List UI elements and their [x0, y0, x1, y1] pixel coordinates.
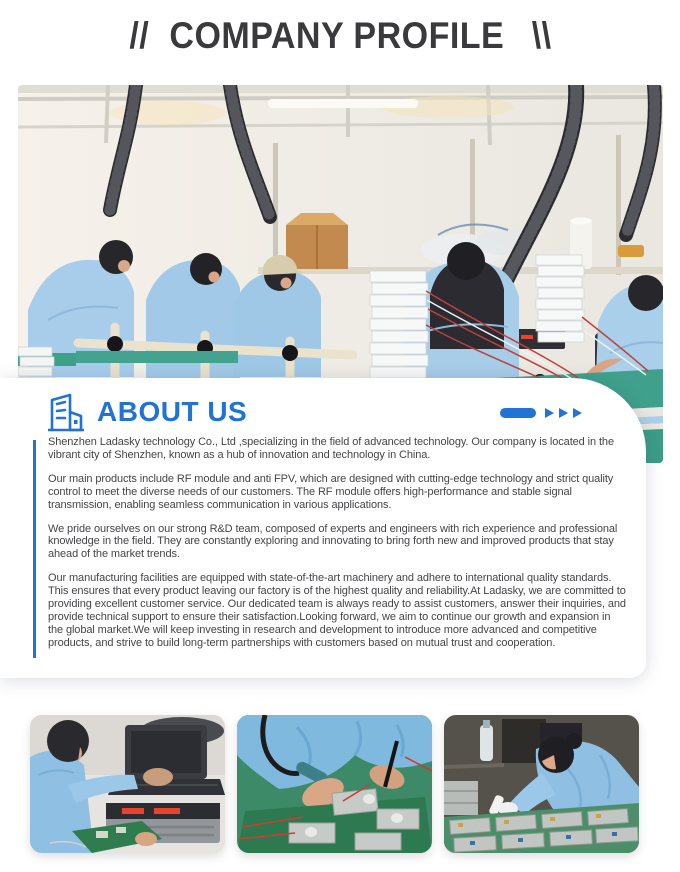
about-paragraph-4: Our manufacturing facilities are equipped with state-of-the-art machinery and adhere to international quality standards. This ensures that every product leaving our factory is of the highest quality and reliability.At Ladasky, we are committed to providing excellent customer service. Our dedicated team is always ready to assist customers, answer their inquiries, and provide technical support to ensure their satisfaction.Looking forward, we aim to continue our growth and expansion in the global market.We will keep investing in research and development to introduce more advanced and competitive products, and strive to build long-term partnerships with customers based on mutual trust and cooperation. — [48, 572, 626, 649]
about-us-card — [0, 378, 646, 678]
title-slashes-left: // — [128, 15, 149, 56]
arrow-icon — [545, 408, 554, 418]
about-section-title: ABOUT US — [97, 396, 248, 427]
page-header — [0, 10, 680, 62]
about-paragraph-1: Shenzhen Ladasky technology Co., Ltd ,specializing in the field of advanced technology. Our company is located in the vibrant city of Shenzhen, known as a hub of innovation and technology in China. — [48, 436, 614, 461]
about-paragraph-2: Our main products include RF module and anti FPV, which are designed with cutting-edge technology and strict quality control to meet the diverse needs of our customers. The RF module offers high-performance and stable signal transmission, enabling seamless communication in various applications. — [48, 472, 614, 511]
gallery-photo-inspection — [444, 715, 639, 853]
title-slashes-right: \\ — [531, 15, 552, 56]
about-paragraph-3: We pride ourselves on our strong R&D team, composed of experts and engineers with rich experience and professional knowledge in the field. They are constantly exploring and innovating to bring forth new and improved products that stay ahead of the market trends. — [48, 522, 618, 561]
pill-icon — [500, 408, 536, 418]
photo-gallery — [30, 715, 639, 853]
arrow-icon — [573, 408, 582, 418]
gallery-photo-soldering — [237, 715, 432, 853]
accent-rule — [33, 440, 36, 658]
gallery-photo-testing-laptop — [30, 715, 225, 853]
pill-and-arrows-icon — [500, 406, 590, 420]
arrow-icon — [559, 408, 568, 418]
page-title-text: COMPANY PROFILE — [168, 15, 504, 56]
building-icon — [48, 392, 84, 432]
about-text-block — [48, 436, 628, 650]
page-title — [129, 15, 551, 57]
